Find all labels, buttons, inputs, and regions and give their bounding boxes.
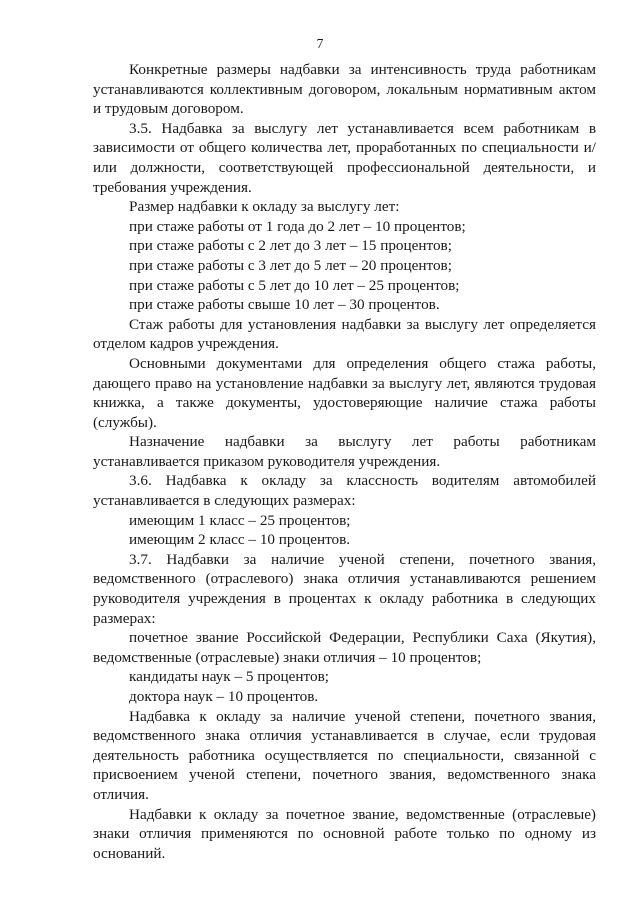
paragraph: почетное звание Российской Федерации, Республики Саха (Якутия), ведомственные (отраслевые) знаки отличия – 10 процентов; — [93, 629, 596, 666]
paragraph: Конкретные размеры надбавки за интенсивность труда работникам устанавливаются коллективным договором, локальным нормативным актом и трудовым договором. — [93, 61, 596, 118]
paragraph: 3.7. Надбавки за наличие ученой степени, почетного звания, ведомственного (отраслевого) знака отличия устанавливаются решением руководителя учреждения в процентах к окладу работника в следующих размерах: — [93, 550, 596, 627]
paragraph: 3.5. Надбавка за выслугу лет устанавливается всем работникам в зависимости от общего количества лет, проработанных по специальности и/или должности, соответствующей профессиональной деятельности, и требования учреждения. — [93, 119, 596, 196]
list-item: при стаже работы с 2 лет до 3 лет – 15 процентов; — [129, 237, 452, 255]
paragraph: Стаж работы для установления надбавки за выслугу лет определяется отделом кадров учреждения. — [93, 315, 596, 353]
list-item: доктора наук – 10 процентов. — [129, 688, 319, 705]
page-number: 7 — [316, 36, 324, 51]
list-item: при стаже работы с 3 лет до 5 лет – 20 процентов; — [129, 256, 452, 274]
paragraph: 3.6. Надбавка к окладу за классность водителям автомобилей устанавливается в следующих размерах: — [93, 472, 596, 510]
list-item: кандидаты наук – 5 процентов; — [129, 668, 329, 686]
list-item: имеющим 1 класс – 25 процентов; — [129, 511, 351, 529]
paragraph: Надбавка к окладу за наличие ученой степени, почетного звания, ведомственного знака отличия устанавливается в случае, если трудовая деятельность работника осуществляется по специальности, связанной с присвоением ученой степени, почетного звания, ведомственного знака отличия. — [93, 707, 596, 803]
paragraph: Назначение надбавки за выслугу лет работы работникам устанавливается приказом руководителя учреждения. — [93, 433, 596, 470]
list-item: при стаже работы с 5 лет до 10 лет – 25 процентов; — [129, 276, 460, 294]
document-body — [93, 60, 596, 863]
list-item: при стаже работы свыше 10 лет – 30 процентов. — [129, 296, 440, 314]
paragraph: Основными документами для определения общего стажа работы, дающего право на установление надбавки за выслугу лет, являются трудовая книжка, а также документы, удостоверяющие наличие стажа работы (службы). — [93, 354, 596, 431]
paragraph: Надбавки к окладу за почетное звание, ведомственные (отраслевые) знаки отличия применяются по основной работе только по одному из оснований. — [93, 805, 596, 862]
list-item: при стаже работы от 1 года до 2 лет – 10 процентов; — [129, 217, 466, 235]
list-item: Размер надбавки к окладу за выслугу лет: — [129, 198, 400, 216]
list-item: имеющим 2 класс – 10 процентов. — [129, 531, 351, 549]
